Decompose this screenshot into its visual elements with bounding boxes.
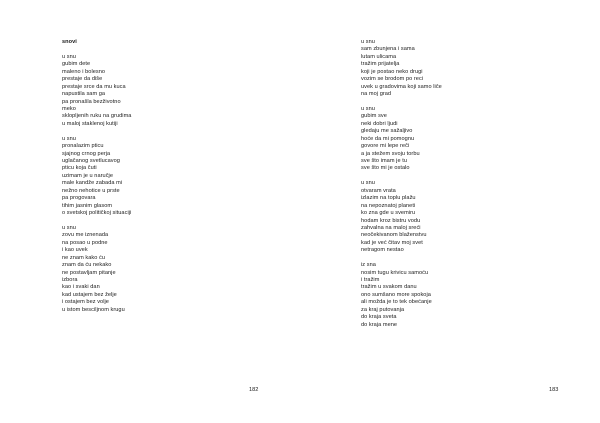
poem-line: u snu bbox=[361, 105, 375, 112]
poem-line: u snu bbox=[361, 180, 375, 187]
poem-line: govore mi lepe reči bbox=[361, 143, 410, 150]
poem-line: u snu bbox=[361, 39, 375, 45]
poem-line: napustila sam ga bbox=[62, 91, 106, 98]
poem-line: hodam kroz bistru vodu bbox=[361, 217, 421, 224]
poem-line: netragom nestao bbox=[361, 247, 404, 254]
poem-line: maleno i bolesno bbox=[62, 68, 106, 75]
poem-line: iz sna bbox=[361, 262, 376, 269]
poem-line: tražim prijatelja bbox=[361, 61, 400, 68]
stanza-break bbox=[361, 173, 442, 180]
poem-line: i kao uvek bbox=[62, 247, 88, 254]
poem-line: sve što mi je ostalo bbox=[361, 165, 410, 172]
poem-line: pa pronašla bezživotno bbox=[62, 98, 121, 105]
stanza-break bbox=[62, 218, 131, 225]
poem-line: lutam ulicama bbox=[361, 53, 397, 60]
poem-line: sam zbunjena i sama bbox=[361, 46, 415, 53]
poem-line: pticu koja čuti bbox=[62, 165, 97, 172]
poem-line: otvaram vrata bbox=[361, 187, 396, 194]
poem-line: hoće da mi pomognu bbox=[361, 135, 415, 142]
poem-line: kad ustajem bez želje bbox=[62, 291, 117, 298]
poem-line: kad je već čitav moj svet bbox=[361, 239, 423, 246]
right-page bbox=[300, 0, 600, 423]
poem-line: prestaje da diše bbox=[62, 76, 103, 83]
poem-line: na posao u podne bbox=[62, 239, 108, 246]
poem-line: u snu bbox=[62, 135, 76, 142]
poem-line: nosim tugu krivicu samoću bbox=[361, 269, 429, 276]
poem-line: zovu me iznenada bbox=[62, 232, 109, 239]
poem-line: vozim se brodom po reci bbox=[361, 76, 424, 83]
right-poem-column bbox=[361, 39, 442, 329]
poem-line: tražim u svakom danu bbox=[361, 284, 417, 291]
poem-line: pa progovara bbox=[62, 195, 96, 202]
poem-line: sve što imam je tu bbox=[361, 158, 407, 164]
poem-line: i tražim bbox=[361, 277, 380, 283]
stanza-break bbox=[62, 128, 131, 135]
stanza-break bbox=[361, 255, 442, 262]
left-poem-lines bbox=[62, 46, 131, 314]
poem-line: znam da ću nekako bbox=[62, 262, 112, 269]
poem-line: a ja stežem svoju torbu bbox=[361, 150, 420, 157]
poem-line: meko bbox=[62, 105, 76, 112]
poem-line: kao i svaki dan bbox=[62, 284, 100, 291]
stanza-break bbox=[62, 46, 131, 53]
poem-line: prestaje srce da mu kuca bbox=[62, 83, 126, 90]
poem-line: sklopljenih ruku na grudima bbox=[62, 113, 132, 120]
poem-line: uzimam je u naručje bbox=[62, 172, 114, 179]
poem-line: neočekivanom blaženstvu bbox=[361, 232, 427, 239]
poem-line: uglačanog svetlucavog bbox=[62, 158, 120, 164]
poem-line: do kraja mene bbox=[361, 321, 398, 328]
stanza-break bbox=[361, 99, 442, 106]
poem-line: pronalazim pticu bbox=[62, 143, 104, 150]
poem-line: gledaju me sažaljivo bbox=[361, 128, 413, 135]
poem-line: u snu bbox=[62, 53, 76, 60]
page-number-right: 183 bbox=[549, 387, 559, 393]
poem-line: koji je postao neko drugi bbox=[361, 68, 423, 75]
poem-line: u snu bbox=[62, 224, 76, 231]
poem-line: ne postavljam pitanje bbox=[62, 269, 116, 276]
poem-line: ali možda je to tek obećanje bbox=[361, 299, 432, 306]
poem-line: uvek u gradovima koji samo liče bbox=[361, 83, 442, 90]
poem-title: snovi bbox=[62, 39, 77, 45]
poem-line: na nepoznatoj planeti bbox=[361, 202, 416, 209]
right-poem-lines bbox=[361, 39, 442, 329]
poem-line: ne znam kako ću bbox=[62, 254, 106, 261]
poem-line: male kandže zabada mi bbox=[62, 180, 123, 187]
poem-line: tihim jasnim glasom bbox=[62, 202, 113, 209]
poem-line: zahvalna na maloj sreći bbox=[361, 224, 421, 231]
poem-line: u maloj staklenoj kutiji bbox=[62, 120, 118, 127]
poem-line: u istom besciljnom krugu bbox=[62, 306, 125, 313]
poem-line: gubim dete bbox=[62, 61, 91, 68]
poem-line: za kraj putovanja bbox=[361, 306, 405, 313]
poem-line: na moj grad bbox=[361, 91, 392, 98]
poem-line: o svetskoj političkoj situaciji bbox=[62, 210, 132, 217]
poem-line: gubim sve bbox=[361, 113, 387, 120]
poem-line: izlazim na toplu plažu bbox=[361, 195, 416, 202]
poem-line: ono sumšano more spokoja bbox=[361, 291, 431, 298]
poem-line: sjajnog crnog perja bbox=[62, 150, 111, 157]
poem-line: ko zna gde u svemiru bbox=[361, 210, 416, 217]
poem-line: do kraja sveta bbox=[361, 314, 397, 321]
left-poem-column bbox=[62, 39, 131, 314]
poem-line: nežno nehotice u prste bbox=[62, 187, 120, 194]
poem-line: izbora bbox=[62, 277, 78, 283]
poem-line: i ostajem bez volje bbox=[62, 299, 109, 306]
page-number-left: 182 bbox=[249, 387, 259, 393]
poem-line: neki dobri ljudi bbox=[361, 120, 398, 127]
